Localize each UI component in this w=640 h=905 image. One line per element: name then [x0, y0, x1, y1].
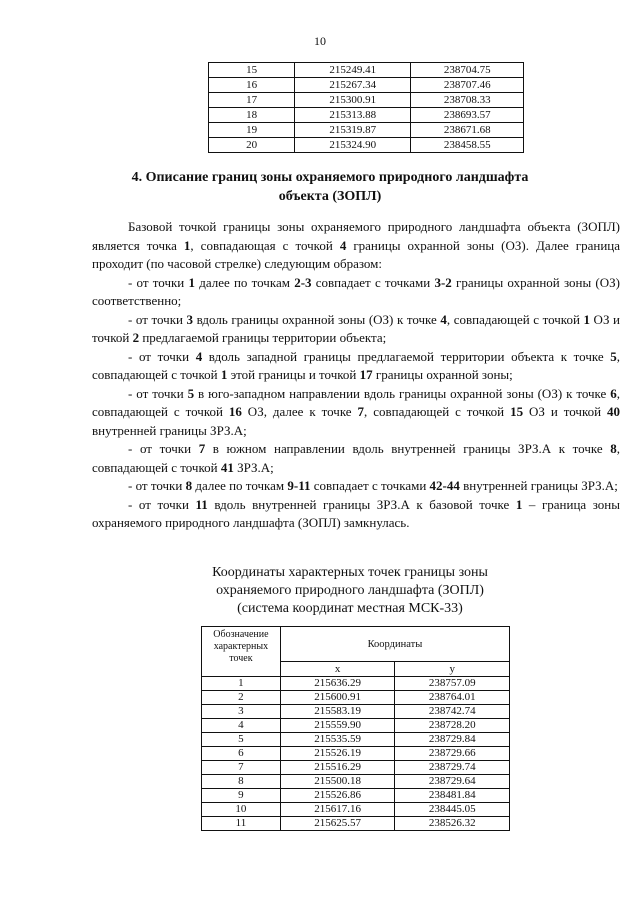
- coordinates-table-body: [202, 677, 510, 831]
- coordinates-table: [201, 626, 510, 831]
- table-row: [202, 705, 510, 719]
- x-cell: 215500.18: [280, 775, 395, 789]
- point-cell: 3: [202, 705, 281, 719]
- table-row: [209, 78, 524, 93]
- table-row: [202, 817, 510, 831]
- text-run: - от точки: [128, 348, 196, 364]
- y-cell: 238764.01: [395, 691, 510, 705]
- point-reference: 40: [607, 404, 620, 419]
- point-reference: 41: [220, 459, 234, 475]
- paragraph-segment-6: [92, 477, 620, 496]
- page-number: 10: [314, 34, 326, 48]
- table-row: [209, 93, 524, 108]
- point-reference: 3-2: [434, 274, 452, 290]
- table-row: [202, 733, 510, 747]
- text-run: - от точки: [128, 441, 199, 456]
- table-row: [209, 123, 524, 138]
- header-y: y: [395, 662, 510, 677]
- text-run: границы охранной зоны (ОЗ) соответственно;: [92, 274, 620, 308]
- y-cell: 238707.46: [411, 78, 524, 93]
- y-cell: 238526.32: [395, 817, 510, 831]
- text-run: - от точки: [128, 478, 186, 493]
- point-cell: 20: [209, 138, 295, 153]
- y-cell: 238458.55: [411, 138, 524, 153]
- text-run: , совпадающей с точкой: [92, 348, 621, 382]
- y-cell: 238729.66: [395, 747, 510, 761]
- point-reference: 2: [132, 330, 140, 345]
- table-row: [202, 691, 510, 705]
- y-cell: 238704.75: [411, 63, 524, 78]
- y-cell: 238728.20: [395, 719, 510, 733]
- y-cell: 238729.74: [395, 761, 510, 775]
- point-cell: 11: [202, 817, 281, 831]
- y-cell: 238729.84: [395, 733, 510, 747]
- text-run: в юго-западном направлении вдоль границы охранной зоны (ОЗ) к точке: [194, 385, 611, 401]
- paragraph-segment-5: [92, 440, 620, 477]
- point-cell: 1: [202, 677, 281, 691]
- point-reference: 2-3: [294, 274, 312, 290]
- text-run: далее по точкам: [192, 478, 288, 493]
- point-reference: 17: [359, 367, 373, 382]
- x-cell: 215583.19: [280, 705, 395, 719]
- point-cell: 17: [209, 93, 295, 108]
- point-reference: 1: [583, 311, 590, 327]
- text-run: - от точки: [128, 274, 189, 290]
- x-cell: 215516.29: [280, 761, 395, 775]
- section-title-line-1: 4. Описание границ зоны охраняемого природного ландшафта: [131, 170, 529, 185]
- x-cell: 215324.90: [295, 138, 411, 153]
- point-cell: 6: [202, 747, 281, 761]
- text-run: вдоль западной границы предлагаемой территории объекта к точке: [202, 348, 611, 364]
- table-row: [209, 63, 524, 78]
- point-reference: 1: [188, 274, 195, 290]
- point-reference: 1: [515, 496, 523, 512]
- y-cell: 238481.84: [395, 789, 510, 803]
- x-cell: 215526.86: [280, 789, 395, 803]
- table-row: [209, 108, 524, 123]
- point-cell: 16: [209, 78, 295, 93]
- x-cell: 215526.19: [280, 747, 395, 761]
- table-row: [202, 803, 510, 817]
- x-cell: 215319.87: [295, 123, 411, 138]
- point-reference: 1: [220, 367, 228, 382]
- text-run: - от точки: [128, 311, 187, 327]
- text-run: предлагаемой границы территории объекта;: [139, 330, 387, 345]
- text-run: ОЗ и точкой: [523, 404, 607, 419]
- section-title: [120, 168, 540, 206]
- table-row: [202, 775, 510, 789]
- x-cell: 215636.29: [280, 677, 395, 691]
- text-run: внутренней границы ЗРЗ.А;: [459, 478, 618, 493]
- point-cell: 9: [202, 789, 281, 803]
- header-x: x: [280, 662, 395, 677]
- point-cell: 5: [202, 733, 281, 747]
- paragraph-intro: [92, 218, 620, 274]
- caption-line-2: охраняемого природного ландшафта (ЗОПЛ): [216, 583, 484, 598]
- point-reference: 4: [195, 348, 203, 364]
- text-run: в южном направлении вдоль внутренней границы ЗРЗ.А к точке: [205, 441, 611, 456]
- table-row: [202, 789, 510, 803]
- x-cell: 215559.90: [280, 719, 395, 733]
- text-run: совпадает с точками: [310, 478, 430, 493]
- x-cell: 215267.34: [295, 78, 411, 93]
- point-reference: 3: [186, 311, 194, 327]
- x-cell: 215625.57: [280, 817, 395, 831]
- text-run: ОЗ и точкой: [92, 311, 620, 345]
- text-run: ОЗ, далее к точке: [241, 404, 358, 419]
- point-cell: 18: [209, 108, 295, 123]
- y-cell: 238708.33: [411, 93, 524, 108]
- header-coordinates: Координаты: [280, 627, 509, 662]
- boundary-description: [92, 218, 620, 533]
- text-run: вдоль внутренней границы ЗРЗ.А к базовой точке: [207, 496, 516, 512]
- y-cell: 238742.74: [395, 705, 510, 719]
- text-run: Базовой точкой границы зоны охраняемого природного ландшафта объекта (ЗОПЛ) является точка: [92, 219, 620, 253]
- point-cell: 4: [202, 719, 281, 733]
- x-cell: 215617.16: [280, 803, 395, 817]
- text-run: , совпадающая с точкой: [190, 237, 340, 253]
- point-reference: 4: [440, 311, 447, 327]
- text-run: , совпадающей с точкой: [446, 311, 584, 327]
- text-run: - от точки: [128, 496, 196, 512]
- table-caption: [150, 564, 550, 618]
- point-cell: 2: [202, 691, 281, 705]
- text-run: - от точки: [128, 385, 188, 401]
- text-run: границы охранной зоны;: [372, 367, 513, 382]
- point-cell: 10: [202, 803, 281, 817]
- y-cell: 238445.05: [395, 803, 510, 817]
- point-reference: 5: [187, 385, 195, 401]
- point-reference: 4: [339, 237, 347, 253]
- coordinates-table-head: [202, 627, 510, 677]
- y-cell: 238757.09: [395, 677, 510, 691]
- paragraph-segment-2: [92, 311, 620, 348]
- y-cell: 238671.68: [411, 123, 524, 138]
- point-reference: 16: [228, 404, 242, 419]
- point-reference: 5: [610, 348, 617, 364]
- table-row: [202, 719, 510, 733]
- text-run: , совпадающей с точкой: [92, 385, 621, 419]
- caption-line-3: (система координат местная МСК-33): [237, 601, 463, 616]
- header-point-designation: Обозначение характерных точек: [202, 627, 281, 677]
- text-run: вдоль границы охранной зоны (ОЗ) к точке: [193, 311, 441, 327]
- point-cell: 7: [202, 761, 281, 775]
- text-run: этой границы и точкой: [227, 367, 360, 382]
- text-run: далее по точкам: [194, 274, 295, 290]
- caption-line-1: Координаты характерных точек границы зоны: [212, 565, 488, 580]
- text-run: – граница зоны охраняемого природного ландшафта (ЗОПЛ) замкнулась.: [92, 496, 621, 530]
- point-cell: 19: [209, 123, 295, 138]
- point-cell: 15: [209, 63, 295, 78]
- y-cell: 238693.57: [411, 108, 524, 123]
- point-reference: 8: [610, 441, 617, 456]
- table-row: [202, 761, 510, 775]
- point-reference: 1: [183, 237, 191, 253]
- x-cell: 215249.41: [295, 63, 411, 78]
- point-reference: 6: [610, 385, 617, 401]
- x-cell: 215535.59: [280, 733, 395, 747]
- coordinates-table-body: [209, 63, 524, 153]
- paragraph-segment-4: [92, 385, 620, 441]
- x-cell: 215300.91: [295, 93, 411, 108]
- paragraph-segment-7: [92, 496, 620, 533]
- text-run: ЗРЗ.А;: [233, 459, 274, 475]
- paragraph-segment-3: [92, 348, 620, 385]
- text-run: , совпадающей с точкой: [92, 441, 620, 475]
- point-reference: 42-44: [429, 478, 460, 493]
- y-cell: 238729.64: [395, 775, 510, 789]
- text-run: совпадает с точками: [311, 274, 435, 290]
- text-run: границы охранной зоны (ОЗ). Далее граница проходит (по часовой стрелке) следующим образом:: [92, 237, 621, 271]
- table-row: [202, 677, 510, 691]
- point-reference: 8: [185, 478, 193, 493]
- text-run: внутренней границы ЗРЗ.А;: [92, 422, 247, 438]
- point-reference: 7: [198, 441, 206, 456]
- point-reference: 9-11: [287, 478, 311, 493]
- x-cell: 215313.88: [295, 108, 411, 123]
- point-reference: 11: [195, 496, 208, 512]
- point-reference: 15: [510, 404, 524, 419]
- x-cell: 215600.91: [280, 691, 395, 705]
- table-row: [202, 747, 510, 761]
- coordinates-table-continued: [208, 62, 524, 153]
- point-reference: 7: [357, 404, 365, 419]
- section-title-line-2: объекта (ЗОПЛ): [278, 189, 382, 204]
- table-row: [209, 138, 524, 153]
- point-cell: 8: [202, 775, 281, 789]
- text-run: , совпадающей с точкой: [364, 404, 511, 419]
- paragraph-segment-1: [92, 274, 620, 311]
